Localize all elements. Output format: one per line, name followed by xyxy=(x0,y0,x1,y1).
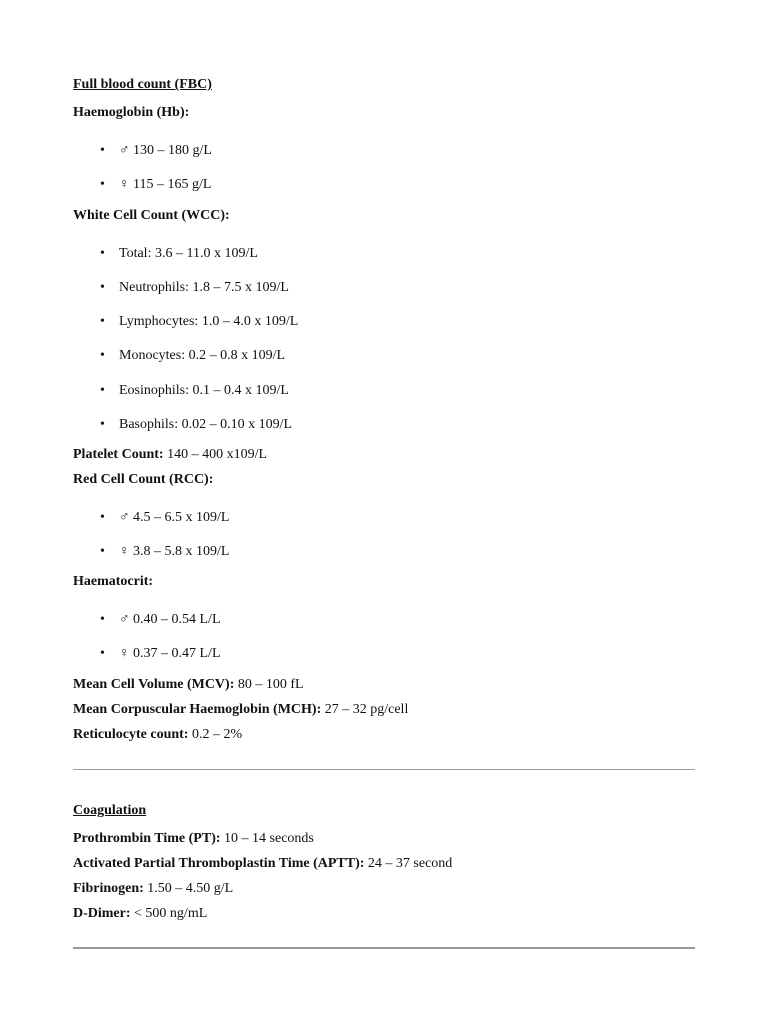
mcv-value: 80 – 100 fL xyxy=(234,677,304,692)
bullet-icon: • xyxy=(100,314,105,329)
ddimer-value: < 500 ng/mL xyxy=(130,906,208,921)
bullet-icon: • xyxy=(100,143,105,158)
wcc-monocytes: Monocytes: 0.2 – 0.8 x 109/L xyxy=(119,348,286,363)
hb-male-range: ♂ 130 – 180 g/L xyxy=(119,143,212,158)
pt-label: Prothrombin Time (PT): xyxy=(73,831,221,846)
list-item xyxy=(100,245,258,263)
pt-line xyxy=(73,830,314,848)
bullet-icon: • xyxy=(100,348,105,363)
hb-female-range: ♀ 115 – 165 g/L xyxy=(119,177,212,192)
bullet-icon: • xyxy=(100,510,105,525)
list-item xyxy=(100,176,211,194)
mcv-line xyxy=(73,676,304,694)
hct-female-range: ♀ 0.37 – 0.47 L/L xyxy=(119,646,221,661)
list-item xyxy=(100,382,289,400)
retic-line xyxy=(73,726,242,744)
section-divider xyxy=(73,947,695,949)
aptt-label: Activated Partial Thromboplastin Time (APTT): xyxy=(73,856,365,871)
retic-label: Reticulocyte count: xyxy=(73,727,189,742)
mch-value: 27 – 32 pg/cell xyxy=(321,702,409,717)
list-item xyxy=(100,142,212,160)
wcc-basophils: Basophils: 0.02 – 0.10 x 109/L xyxy=(119,417,293,432)
bullet-icon: • xyxy=(100,383,105,398)
fibrinogen-line xyxy=(73,880,233,898)
list-item xyxy=(100,611,221,629)
fibrinogen-label: Fibrinogen: xyxy=(73,881,144,896)
ddimer-line xyxy=(73,905,207,923)
platelet-label: Platelet Count: xyxy=(73,447,164,462)
list-item xyxy=(100,509,229,527)
bullet-icon: • xyxy=(100,646,105,661)
rcc-male-range: ♂ 4.5 – 6.5 x 109/L xyxy=(119,510,230,525)
bullet-icon: • xyxy=(100,612,105,627)
aptt-line xyxy=(73,855,452,873)
list-item xyxy=(100,416,292,434)
list-item xyxy=(100,543,229,561)
retic-value: 0.2 – 2% xyxy=(188,727,243,742)
bullet-icon: • xyxy=(100,544,105,559)
hct-male-range: ♂ 0.40 – 0.54 L/L xyxy=(119,612,221,627)
wcc-neutrophils: Neutrophils: 1.8 – 7.5 x 109/L xyxy=(119,280,289,295)
section-divider xyxy=(73,769,695,770)
bullet-icon: • xyxy=(100,246,105,261)
coag-heading: Coagulation xyxy=(73,803,147,818)
wcc-total: Total: 3.6 – 11.0 x 109/L xyxy=(119,246,258,261)
hb-label: Haemoglobin (Hb): xyxy=(73,105,190,120)
pt-value: 10 – 14 seconds xyxy=(220,831,314,846)
list-item xyxy=(100,279,289,297)
fbc-heading: Full blood count (FBC) xyxy=(73,77,212,92)
mch-line xyxy=(73,701,408,719)
platelet-value: 140 – 400 x109/L xyxy=(163,447,268,462)
wcc-label: White Cell Count (WCC): xyxy=(73,208,230,223)
rcc-label: Red Cell Count (RCC): xyxy=(73,472,214,487)
aptt-value: 24 – 37 second xyxy=(364,856,453,871)
list-item xyxy=(100,347,285,365)
ddimer-label: D-Dimer: xyxy=(73,906,131,921)
mcv-label: Mean Cell Volume (MCV): xyxy=(73,677,235,692)
bullet-icon: • xyxy=(100,417,105,432)
bullet-icon: • xyxy=(100,280,105,295)
wcc-eosinophils: Eosinophils: 0.1 – 0.4 x 109/L xyxy=(119,383,289,398)
wcc-lymphocytes: Lymphocytes: 1.0 – 4.0 x 109/L xyxy=(119,314,299,329)
list-item xyxy=(100,645,221,663)
hct-label: Haematocrit: xyxy=(73,574,154,589)
platelet-line xyxy=(73,446,267,464)
mch-label: Mean Corpuscular Haemoglobin (MCH): xyxy=(73,702,322,717)
rcc-female-range: ♀ 3.8 – 5.8 x 109/L xyxy=(119,544,230,559)
bullet-icon: • xyxy=(100,177,105,192)
fibrinogen-value: 1.50 – 4.50 g/L xyxy=(143,881,234,896)
list-item xyxy=(100,313,298,331)
